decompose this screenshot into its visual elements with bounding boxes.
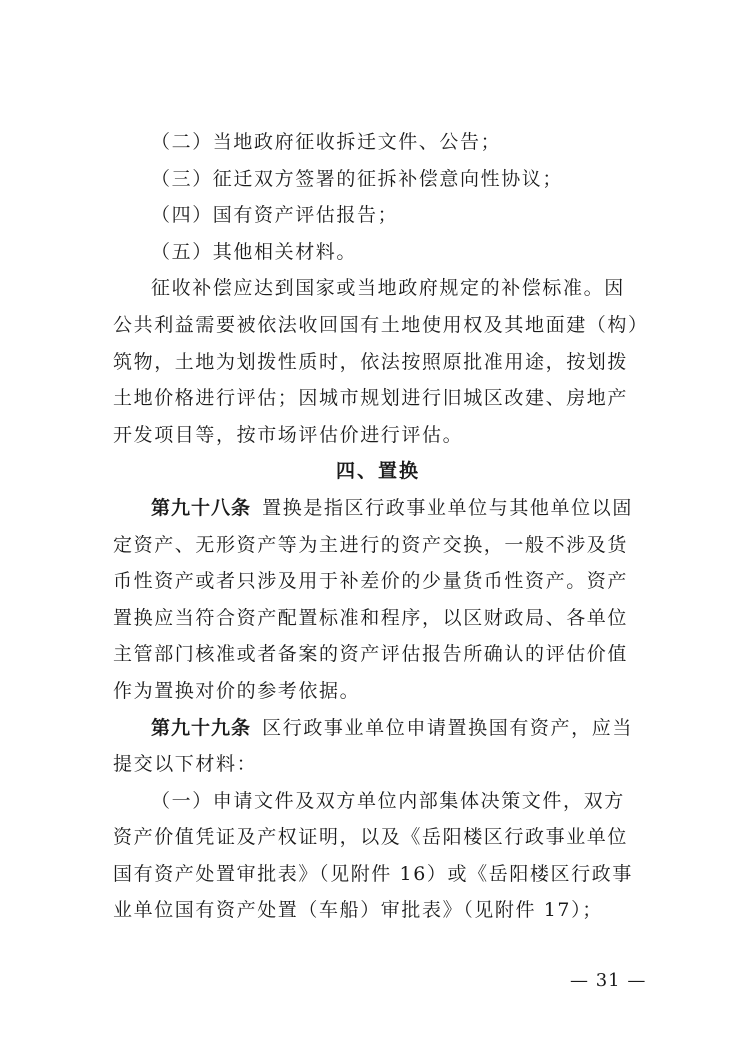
list-item: （三）征迁双方签署的征拆补偿意向性协议； (151, 167, 564, 190)
list-item: （一）申请文件及双方单位内部集体决策文件，双方资产价值凭证及产权证明，以及《岳阳楼区行政事业单位国有资产处置审批表》（见附件 16）或《岳阳楼区行政事业单位国有资产处置（车船）审批表》（见附件 17）； (113, 789, 633, 922)
article-number: 第九十八条 (151, 496, 252, 519)
article-text: 置换是指区行政事业单位与其他单位以固定资产、无形资产等为主进行的资产交换，一般不涉及货币性资产或者只涉及用于补差价的少量货币性资产。资产置换应当符合资产配置标准和程序，以区财政局、各单位主管部门核准或者备案的资产评估报告所确认的评估价值作为置换对价的参考依据。 (113, 496, 633, 702)
article-number: 第九十九条 (151, 716, 252, 739)
article-98 (113, 490, 643, 710)
section-heading: 四、置换 (335, 460, 420, 483)
list-item: （二）当地政府征收拆迁文件、公告； (151, 131, 502, 153)
article-99 (113, 710, 643, 783)
list-item: （五）其他相关材料。 (151, 240, 358, 263)
document-body (113, 124, 643, 929)
article-text: 区行政事业单位申请置换国有资产，应当提交以下材料： (113, 716, 633, 776)
compensation-paragraph: 征收补偿应达到国家或当地政府规定的补偿标准。因公共利益需要被依法收回国有土地使用权及其地面建（构）筑物，土地为划拨性质时，依法按照原批准用途，按划拨土地价格进行评估；因城市规划进行旧城区改建、房地产开发项目等，按市场评估价进行评估。 (113, 277, 640, 446)
list-item: （四）国有资产评估报告； (151, 204, 399, 227)
page-number: — 31 — (570, 970, 647, 991)
